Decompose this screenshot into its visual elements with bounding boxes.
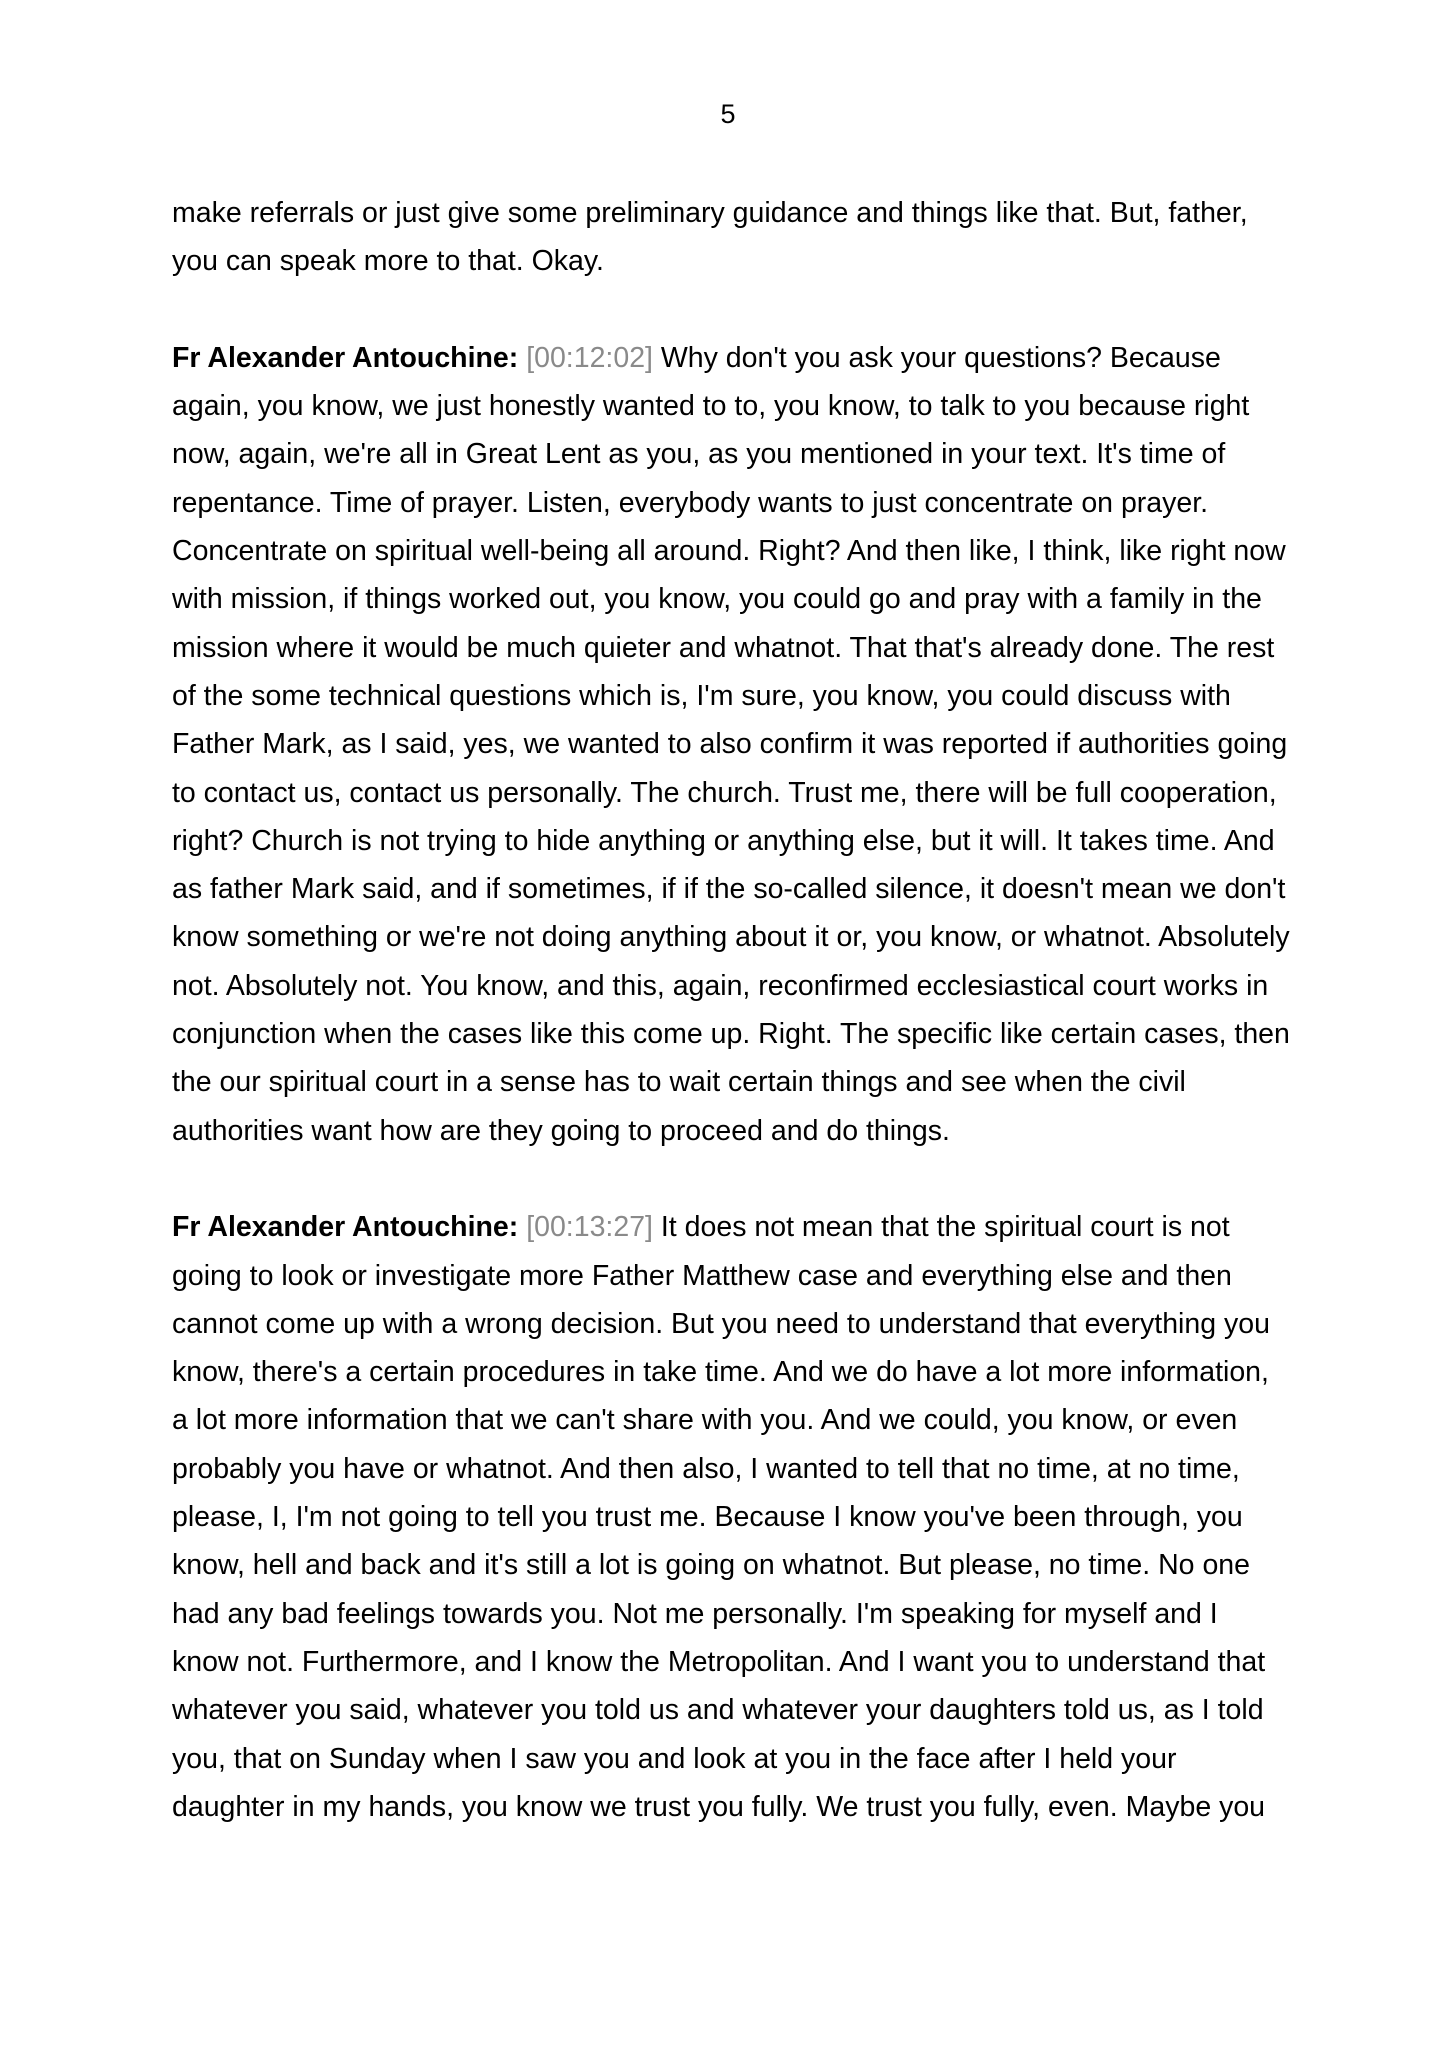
transcript-paragraph <box>172 334 1292 1155</box>
speaker-name: Fr Alexander Antouchine: <box>172 341 519 374</box>
timestamp: [00:12:02] <box>526 341 653 374</box>
transcript-paragraph <box>172 1203 1292 1831</box>
timestamp: [00:13:27] <box>526 1211 653 1244</box>
transcript-paragraph <box>172 189 1292 286</box>
speaker-name: Fr Alexander Antouchine: <box>172 1211 519 1244</box>
paragraph-text: make referrals or just give some preliminary guidance and things like that. But, father, you can speak more to that. Okay. <box>172 197 1248 278</box>
paragraph-text: It does not mean that the spiritual court is not going to look or investigate more Father Matthew case and everything else and then cannot come up with a wrong decision. But you need to understand that everything you know, there's a certain procedures in take time. And we do have a lot more information, a lot more information that we can't share with you. And we could, you know, or even probably you have or whatnot. And then also, I wanted to tell that no time, at no time, please, I, I'm not going to tell you trust me. Because I know you've been through, you know, hell and back and it's still a lot is going on whatnot. But please, no time. No one had any bad feelings towards you. Not me personally. I'm speaking for myself and I know not. Furthermore, and I know the Metropolitan. And I want you to understand that whatever you said, whatever you told us and whatever your daughters told us, as I told you, that on Sunday when I saw you and look at you in the face after I held your daughter in my hands, you know we trust you fully. We trust you fully, even. Maybe you <box>172 1211 1270 1823</box>
transcript-body <box>172 189 1292 1879</box>
page-number: 5 <box>720 99 736 129</box>
paragraph-text: Why don't you ask your questions? Because again, you know, we just honestly wanted to to, you know, to talk to you because right now, again, we're all in Great Lent as you, as you mentioned in your text. It's time of repentance. Time of prayer. Listen, everybody wants to just concentrate on prayer. Concentrate on spiritual well-being all around. Right? And then like, I think, like right now with mission, if things worked out, you know, you could go and pray with a family in the mission where it would be much quieter and whatnot. That that's already done. The rest of the some technical questions which is, I'm sure, you know, you could discuss with Father Mark, as I said, yes, we wanted to also confirm it was reported if authorities going to contact us, contact us personally. The church. Trust me, there will be full cooperation, right? Church is not trying to hide anything or anything else, but it will. It takes time. And as father Mark said, and if sometimes, if if the so-called silence, it doesn't mean we don't know something or we're not doing anything about it or, you know, or whatnot. Absolutely not. Absolutely not. You know, and this, again, reconfirmed ecclesiastical court works in conjunction when the cases like this come up. Right. The specific like certain cases, then the our spiritual court in a sense has to wait certain things and see when the civil authorities want how are they going to proceed and do things. <box>172 341 1290 1147</box>
